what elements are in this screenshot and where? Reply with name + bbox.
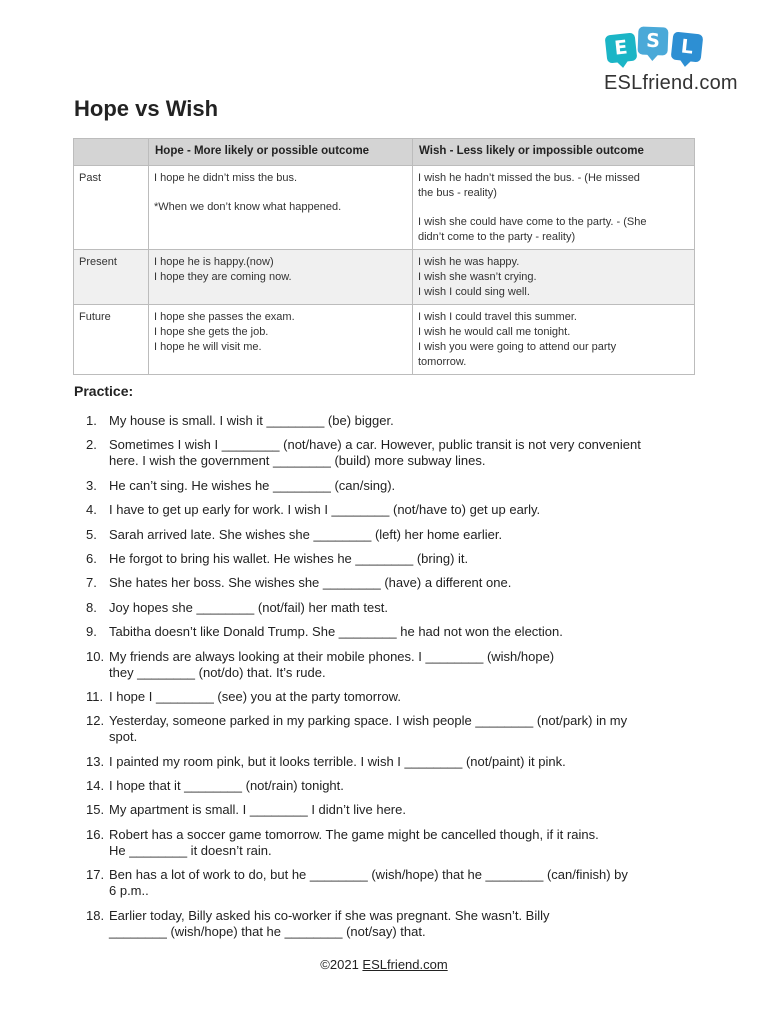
exercise-item bbox=[86, 413, 696, 429]
wish-cell bbox=[413, 250, 695, 305]
footer-copyright: ©2021 bbox=[320, 957, 363, 972]
exercise-number: 4. bbox=[86, 502, 97, 518]
exercise-text: I have to get up early for work. I wish I ________ (not/have to) get up early. bbox=[109, 502, 541, 518]
exercise-number: 6. bbox=[86, 550, 97, 566]
table-row-present bbox=[74, 250, 695, 305]
exercise-text: ________ (wish/hope) that he ________ (not/say) that. bbox=[109, 923, 426, 939]
exercise-text: spot. bbox=[109, 729, 138, 745]
hope-cell bbox=[149, 305, 413, 375]
exercise-text: My friends are always looking at their mobile phones. I ________ (wish/hope) bbox=[109, 648, 555, 664]
exercise-number: 5. bbox=[86, 526, 97, 542]
header-hope: Hope - More likely or possible outcome bbox=[149, 139, 413, 166]
exercise-text: Ben has a lot of work to do, but he ________ (wish/hope) that he ________ (can/finish) by bbox=[109, 867, 628, 883]
exercise-item bbox=[86, 502, 696, 518]
row-label: Future bbox=[74, 305, 149, 375]
exercise-text: Tabitha doesn’t like Donald Trump. She ________ he had not won the election. bbox=[109, 624, 563, 640]
exercise-item bbox=[86, 527, 696, 543]
cell-line: didn’t come to the party - reality) bbox=[418, 231, 576, 243]
cell-line: I hope she passes the exam. bbox=[154, 311, 295, 323]
exercise-item bbox=[86, 437, 696, 469]
row-label: Present bbox=[74, 250, 149, 305]
cell-line: I wish he would call me tonight. bbox=[418, 326, 571, 338]
cell-line: I wish she could have come to the party. - (She bbox=[418, 216, 647, 228]
exercise-text: My apartment is small. I ________ I didn’t live here. bbox=[109, 802, 406, 818]
exercise-number: 15. bbox=[86, 802, 105, 818]
exercise-text: Joy hopes she ________ (not/fail) her math test. bbox=[109, 599, 388, 615]
cell-line: I hope they are coming now. bbox=[154, 271, 292, 283]
exercise-number: 2. bbox=[86, 437, 97, 453]
cell-line: I hope he didn’t miss the bus. bbox=[154, 172, 298, 184]
exercise-number: 9. bbox=[86, 624, 97, 640]
eslfriend-logo bbox=[604, 26, 738, 96]
exercise-text: He ________ it doesn’t rain. bbox=[109, 842, 272, 858]
cell-spacer bbox=[418, 201, 689, 215]
exercise-number: 8. bbox=[86, 599, 97, 615]
cell-line: tomorrow. bbox=[418, 356, 467, 368]
exercise-number: 1. bbox=[86, 413, 97, 428]
footer bbox=[0, 957, 768, 972]
exercise-item bbox=[86, 624, 696, 640]
exercise-item bbox=[86, 802, 696, 818]
exercise-text: Earlier today, Billy asked his co-worker if she was pregnant. She wasn’t. Billy bbox=[109, 907, 550, 923]
hope-wish-table bbox=[73, 138, 695, 375]
exercise-number: 13. bbox=[86, 753, 105, 769]
exercise-text: I hope I ________ (see) you at the party tomorrow. bbox=[109, 688, 401, 704]
exercise-item bbox=[86, 575, 696, 591]
hope-cell bbox=[149, 250, 413, 305]
exercise-number: 3. bbox=[86, 477, 97, 493]
exercise-text: Sometimes I wish I ________ (not/have) a car. However, public transit is not very convenient bbox=[109, 437, 641, 453]
logo-site-name: ESLfriend.com bbox=[604, 72, 738, 94]
logo-tile-e: E bbox=[605, 33, 638, 64]
logo-tile-s: S bbox=[638, 26, 669, 55]
exercise-number: 7. bbox=[86, 575, 97, 591]
exercise-number: 12. bbox=[86, 713, 105, 729]
cell-line: I wish you were going to attend our party bbox=[418, 341, 617, 353]
cell-spacer bbox=[154, 186, 407, 200]
exercise-text: they ________ (not/do) that. It’s rude. bbox=[109, 664, 326, 680]
page-title: Hope vs Wish bbox=[74, 96, 219, 121]
exercise-text: I painted my room pink, but it looks terrible. I wish I ________ (not/paint) it pink. bbox=[109, 753, 566, 769]
exercise-number: 16. bbox=[86, 826, 105, 842]
exercise-item bbox=[86, 827, 696, 859]
cell-line: I wish she wasn’t crying. bbox=[418, 271, 537, 283]
cell-line: I wish I could sing well. bbox=[418, 286, 530, 298]
hope-cell bbox=[149, 166, 413, 250]
logo-tile-l: L bbox=[671, 32, 704, 63]
exercise-item bbox=[86, 908, 696, 940]
exercise-text: 6 p.m.. bbox=[109, 883, 149, 899]
exercise-item bbox=[86, 867, 696, 899]
footer-link[interactable]: ESLfriend.com bbox=[362, 957, 448, 972]
exercise-text: He forgot to bring his wallet. He wishes he ________ (bring) it. bbox=[109, 550, 469, 566]
exercise-text: here. I wish the government ________ (build) more subway lines. bbox=[109, 453, 486, 469]
cell-line: *When we don’t know what happened. bbox=[154, 201, 342, 213]
exercise-text: My house is small. I wish it ________ (be) bigger. bbox=[109, 413, 394, 428]
cell-line: I hope he will visit me. bbox=[154, 341, 262, 353]
table-row-past bbox=[74, 166, 695, 250]
exercise-item bbox=[86, 713, 696, 745]
exercise-item bbox=[86, 754, 696, 770]
exercise-text: I hope that it ________ (not/rain) tonight. bbox=[109, 778, 344, 794]
exercise-item bbox=[86, 649, 696, 681]
exercise-text: Sarah arrived late. She wishes she ________ (left) her home earlier. bbox=[109, 526, 503, 542]
cell-line: the bus - reality) bbox=[418, 187, 497, 199]
cell-line: I wish he hadn’t missed the bus. - (He missed bbox=[418, 172, 640, 184]
wish-cell bbox=[413, 166, 695, 250]
exercise-text: Robert has a soccer game tomorrow. The game might be cancelled though, if it rains. bbox=[109, 826, 599, 842]
exercise-number: 11. bbox=[86, 688, 104, 704]
exercise-item bbox=[86, 551, 696, 567]
wish-cell bbox=[413, 305, 695, 375]
exercise-number: 17. bbox=[86, 867, 105, 883]
exercise-number: 10. bbox=[86, 648, 105, 664]
exercise-item bbox=[86, 478, 696, 494]
exercise-text: Yesterday, someone parked in my parking space. I wish people ________ (not/park) in my bbox=[109, 713, 628, 729]
practice-heading: Practice: bbox=[74, 383, 134, 399]
table-row-future bbox=[74, 305, 695, 375]
exercise-text: He can’t sing. He wishes he ________ (can/sing). bbox=[109, 477, 396, 493]
cell-line: I wish he was happy. bbox=[418, 256, 520, 268]
exercise-item bbox=[86, 689, 696, 705]
logo-tiles bbox=[606, 26, 706, 62]
exercise-number: 14. bbox=[86, 778, 105, 794]
exercise-item bbox=[86, 600, 696, 616]
row-label: Past bbox=[74, 166, 149, 250]
cell-line: I wish I could travel this summer. bbox=[418, 311, 577, 323]
table-header-row bbox=[74, 139, 695, 166]
exercise-list bbox=[86, 413, 696, 948]
cell-line: I hope he is happy.(now) bbox=[154, 256, 274, 268]
exercise-item bbox=[86, 778, 696, 794]
header-wish: Wish - Less likely or impossible outcome bbox=[413, 139, 695, 166]
header-blank bbox=[74, 139, 149, 166]
exercise-number: 18. bbox=[86, 907, 105, 923]
exercise-text: She hates her boss. She wishes she ________ (have) a different one. bbox=[109, 575, 512, 591]
cell-line: I hope she gets the job. bbox=[154, 326, 269, 338]
